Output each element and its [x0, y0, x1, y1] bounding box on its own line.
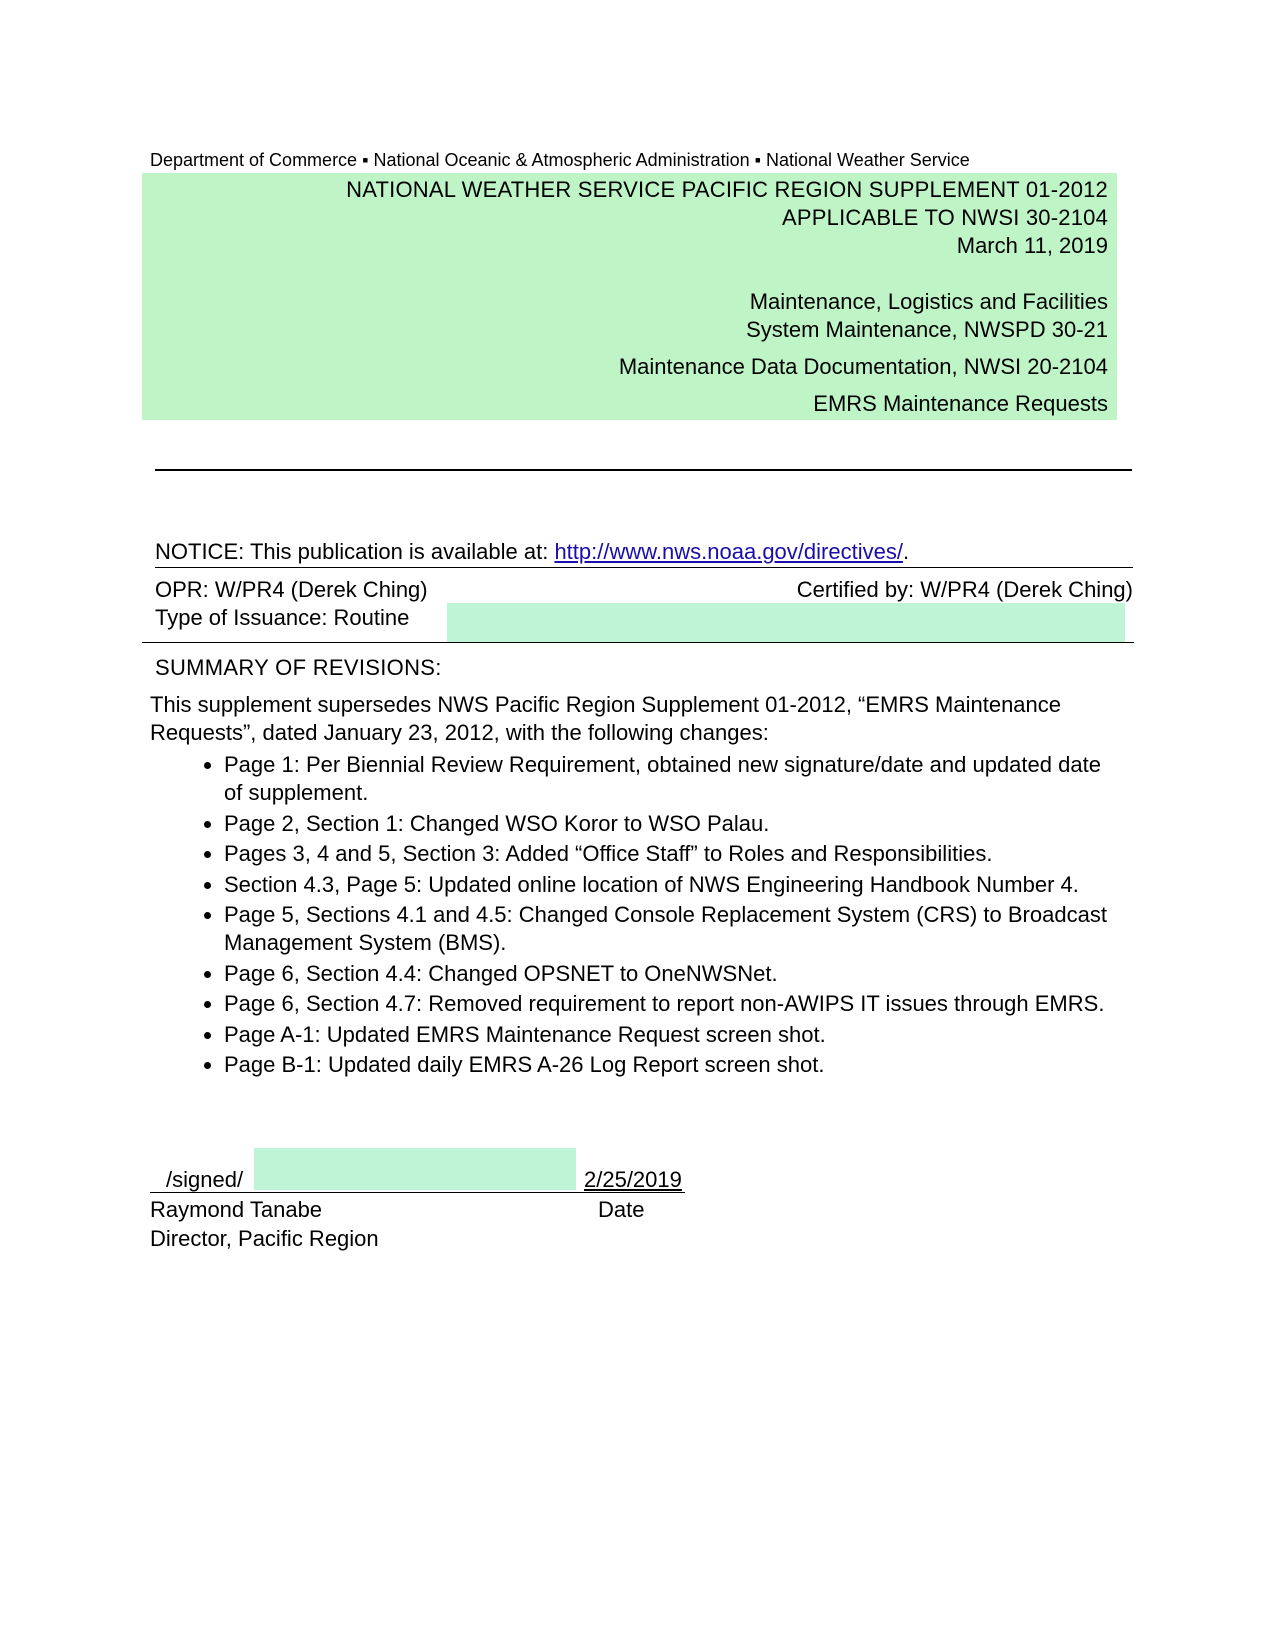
signature-mark: /signed/: [166, 1167, 244, 1192]
signer-title: Director, Pacific Region: [150, 1226, 379, 1251]
signature-highlight-box: [254, 1148, 576, 1190]
list-item: • Page A-1: Updated EMRS Maintenance Request screen shot.: [224, 1021, 1124, 1049]
list-item: • Page 1: Per Biennial Review Requirement, obtained new signature/date and updated date of supplement.: [224, 751, 1124, 807]
notice-line: [155, 539, 909, 565]
signature-date: 2/25/2019: [584, 1167, 682, 1192]
notice-label: NOTICE: This publication is available at:: [155, 539, 555, 564]
list-item: • Page 6, Section 4.4: Changed OPSNET to OneNWSNet.: [224, 960, 1124, 988]
summary-heading: SUMMARY OF REVISIONS:: [155, 655, 442, 680]
department-line: Department of Commerce ▪ National Oceanic & Atmospheric Administration ▪ National Weather Service: [150, 150, 970, 170]
list-item: • Page 6, Section 4.7: Removed requirement to report non-AWIPS IT issues through EMRS.: [224, 990, 1124, 1018]
supplement-title: NATIONAL WEATHER SERVICE PACIFIC REGION SUPPLEMENT 01-2012: [346, 177, 1108, 202]
opr-line: OPR: W/PR4 (Derek Ching): [155, 577, 428, 602]
list-item: • Page 5, Sections 4.1 and 4.5: Changed Console Replacement System (CRS) to Broadcast Management System (BMS).: [224, 901, 1124, 957]
header-divider: [155, 469, 1132, 471]
list-item: • Page 2, Section 1: Changed WSO Koror to WSO Palau.: [224, 810, 1124, 838]
notice-suffix: .: [902, 539, 910, 564]
certified-by-line: Certified by: W/PR4 (Derek Ching): [796, 577, 1133, 602]
issue-date: March 11, 2019: [956, 233, 1108, 258]
date-label: Date: [598, 1197, 645, 1222]
subject-line: EMRS Maintenance Requests: [813, 391, 1108, 416]
notice-divider: [155, 567, 1133, 568]
list-item: • Section 4.3, Page 5: Updated online location of NWS Engineering Handbook Number 4.: [224, 871, 1124, 899]
issuance-highlight-box: [447, 603, 1125, 642]
procedure-line: Maintenance Data Documentation, NWSI 20-2104: [618, 354, 1108, 379]
program-line: Maintenance, Logistics and Facilities: [749, 289, 1108, 314]
applicable-line: APPLICABLE TO NWSI 30-2104: [782, 205, 1108, 230]
issuance-line: Type of Issuance: Routine: [155, 605, 410, 630]
policy-line: System Maintenance, NWSPD 30-21: [746, 317, 1108, 342]
signer-name: Raymond Tanabe: [150, 1197, 323, 1222]
summary-intro: This supplement supersedes NWS Pacific Region Supplement 01-2012, “EMRS Maintenance Requests”, dated January 23, 2012, with the following changes:: [150, 692, 1062, 745]
revision-list: [188, 751, 1124, 1082]
list-item: • Page B-1: Updated daily EMRS A-26 Log Report screen shot.: [224, 1051, 1124, 1079]
directives-link[interactable]: http://www.nws.noaa.gov/directives/: [554, 539, 903, 564]
meta-divider: [142, 642, 1134, 643]
list-item: • Pages 3, 4 and 5, Section 3: Added “Office Staff” to Roles and Responsibilities.: [224, 840, 1124, 868]
